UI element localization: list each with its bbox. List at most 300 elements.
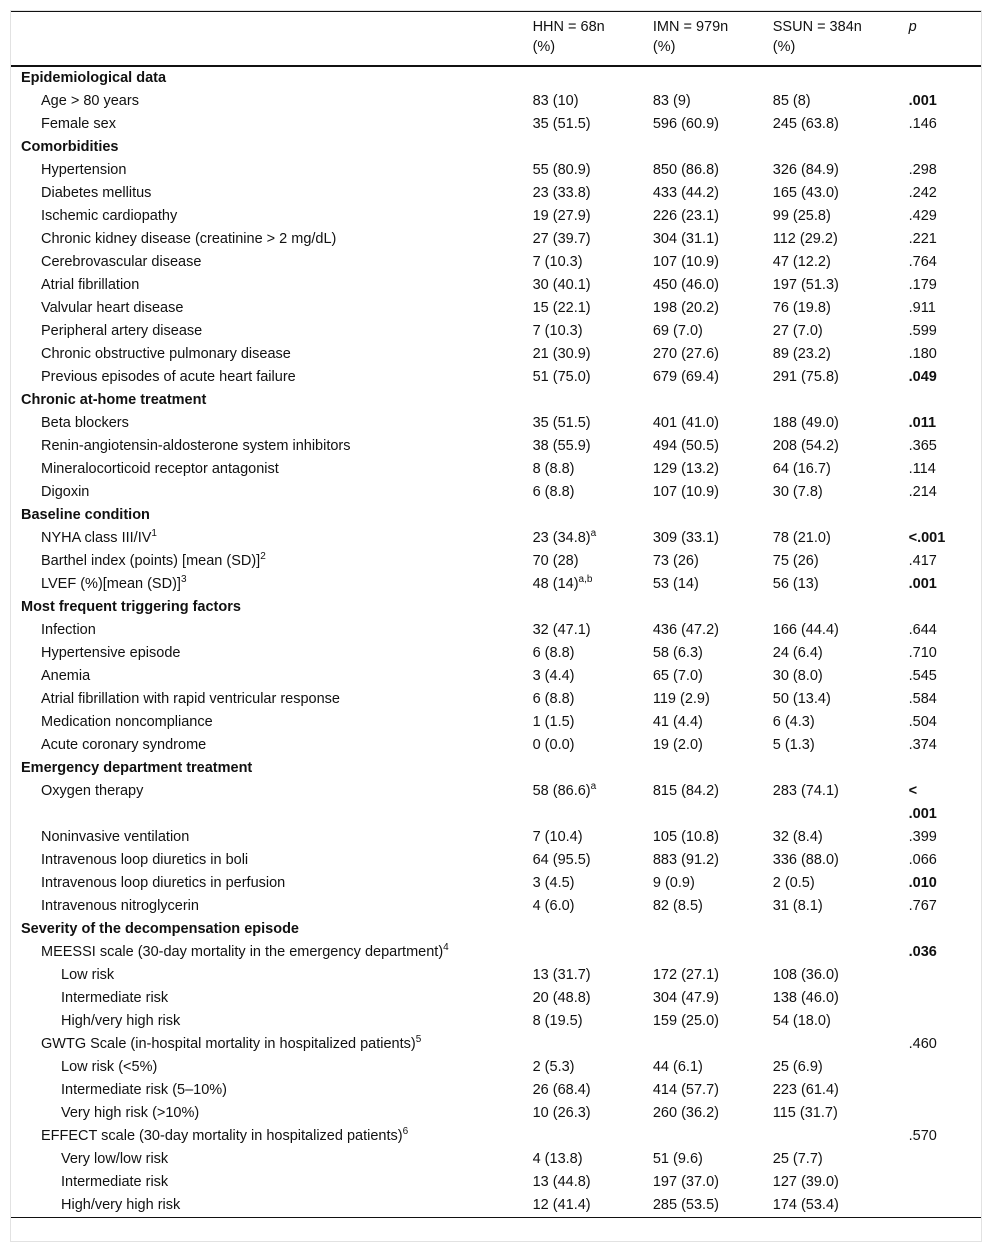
cell-im-text: 850 (86.8): [652, 162, 719, 178]
row-label: [11, 90, 533, 113]
cell-im-text: 494 (50.5): [652, 438, 719, 454]
row-label-text: EFFECT scale (30-day mortality in hospitalized patients): [41, 1128, 403, 1144]
row-label-text: Diabetes mellitus: [41, 185, 152, 201]
cell-im-text: 450 (46.0): [652, 277, 719, 293]
table-row: [11, 550, 981, 573]
row-label: [11, 895, 533, 918]
cell-p-text: .221: [908, 231, 937, 247]
cell-ssu: [773, 297, 909, 320]
cell-hh-text: 8 (19.5): [532, 1013, 583, 1029]
cell-hh-text: 55 (80.9): [532, 162, 591, 178]
cell-ssu: [773, 481, 909, 504]
row-label: [11, 596, 533, 619]
cell-im-text: 197 (37.0): [652, 1174, 719, 1190]
table-row: [11, 895, 981, 918]
cell-p: [909, 251, 981, 274]
cell-ssu-text: 2 (0.5): [772, 875, 815, 891]
cell-im: [653, 297, 773, 320]
cell-ssu: [773, 1079, 909, 1102]
empty-cell: [653, 504, 773, 527]
row-label-text: Medication noncompliance: [41, 714, 213, 730]
cell-im: [653, 435, 773, 458]
cell-ssu-text: 115 (31.7): [772, 1105, 838, 1121]
cell-p: [909, 826, 981, 849]
cell-im-text: 401 (41.0): [652, 415, 719, 431]
cell-ssu-text: 291 (75.8): [772, 369, 839, 385]
row-label: [11, 228, 533, 251]
row-label-footnote: 2: [260, 551, 266, 563]
cell-im: [653, 780, 773, 826]
cell-ssu-text: 326 (84.9): [772, 162, 839, 178]
row-label-text: Infection: [41, 622, 96, 638]
cell-p: [909, 435, 981, 458]
row-label-text: Anemia: [41, 668, 91, 684]
empty-cell: [653, 757, 773, 780]
cell-p: [909, 1148, 981, 1171]
row-label-text: Intravenous nitroglycerin: [41, 898, 199, 914]
cell-im: [653, 665, 773, 688]
table-row: [11, 320, 981, 343]
row-label-text: Chronic obstructive pulmonary disease: [41, 346, 291, 362]
cell-ssu: [773, 1056, 909, 1079]
row-label: [11, 274, 533, 297]
empty-cell: [773, 504, 909, 527]
row-label: [11, 987, 533, 1010]
cell-p: [909, 941, 981, 964]
cell-ssu: [773, 964, 909, 987]
cell-hh: [533, 1171, 653, 1194]
cell-hh-text: 64 (95.5): [532, 852, 591, 868]
cell-hh: [533, 1148, 653, 1171]
row-label-footnote: 5: [415, 1034, 422, 1046]
header-row: [11, 12, 981, 67]
cell-hh-text: 35 (51.5): [532, 415, 591, 431]
cell-ssu: [773, 320, 909, 343]
empty-cell: [533, 136, 653, 159]
empty-cell: [773, 389, 909, 412]
cell-hh: [533, 895, 653, 918]
cell-hh: [533, 182, 653, 205]
section-row: [11, 757, 981, 780]
row-label-text: Very high risk (>10%): [61, 1105, 200, 1121]
cell-ssu-text: 108 (36.0): [772, 967, 839, 983]
table-body: [11, 66, 981, 1218]
row-label-text: Renin-angiotensin-aldosterone system inhibitors: [41, 438, 351, 454]
cell-p-text: .011: [908, 415, 937, 431]
cell-ssu-text: 47 (12.2): [772, 254, 831, 270]
table-row: [11, 826, 981, 849]
cell-hh: [533, 1056, 653, 1079]
row-label-text: Barthel index (points) [mean (SD)]: [41, 553, 261, 569]
cell-im: [653, 527, 773, 550]
cell-hh-text: 35 (51.5): [532, 116, 591, 132]
row-label-text: Ischemic cardiopathy: [41, 208, 178, 224]
cell-hh-text: 51 (75.0): [532, 369, 591, 385]
table-row: [11, 1148, 981, 1171]
header-im: IMN = 979n (%): [652, 19, 729, 55]
cell-hh: [533, 688, 653, 711]
table-row: [11, 711, 981, 734]
cell-hh: [533, 619, 653, 642]
cell-p-text: .066: [908, 852, 937, 868]
cell-ssu: [773, 872, 909, 895]
cell-im-text: 83 (9): [652, 93, 691, 109]
cell-ssu-text: 165 (43.0): [772, 185, 839, 201]
cell-p: [909, 159, 981, 182]
row-label: [11, 619, 533, 642]
cell-im-text: 285 (53.5): [652, 1197, 719, 1213]
cell-p: [909, 895, 981, 918]
cell-hh: [533, 1033, 653, 1056]
cell-hh-text: 83 (10): [532, 93, 579, 109]
row-label-text: Female sex: [41, 116, 116, 132]
empty-cell: [773, 66, 909, 90]
row-label: [11, 1148, 533, 1171]
row-label-text: LVEF (%)[mean (SD)]: [41, 576, 181, 592]
cell-ssu: [773, 1171, 909, 1194]
row-label-text: Chronic at-home treatment: [21, 392, 207, 408]
cell-ssu-text: 188 (49.0): [772, 415, 839, 431]
cell-hh-text: 10 (26.3): [532, 1105, 591, 1121]
empty-cell: [773, 596, 909, 619]
row-label: [11, 527, 533, 550]
row-label-text: Emergency department treatment: [21, 760, 253, 776]
cell-hh: [533, 711, 653, 734]
cell-p: [909, 964, 981, 987]
empty-cell: [653, 596, 773, 619]
cell-hh: [533, 366, 653, 389]
cell-p: [909, 481, 981, 504]
cell-im-text: 58 (6.3): [652, 645, 703, 661]
cell-p-text: .399: [908, 829, 937, 845]
cell-ssu-text: 31 (8.1): [772, 898, 823, 914]
cell-im-text: 69 (7.0): [652, 323, 703, 339]
cell-hh: [533, 987, 653, 1010]
cell-ssu-text: 127 (39.0): [772, 1174, 839, 1190]
row-label: [11, 550, 533, 573]
cell-p: [909, 366, 981, 389]
table-row: [11, 849, 981, 872]
cell-hh-text: 30 (40.1): [532, 277, 591, 293]
table-row: [11, 1079, 981, 1102]
cell-p-text: .599: [908, 323, 937, 339]
empty-cell: [773, 757, 909, 780]
cell-im-text: 107 (10.9): [652, 484, 719, 500]
cell-p-text: .001: [908, 576, 937, 592]
cell-hh: [533, 1125, 653, 1148]
cell-hh: [533, 527, 653, 550]
row-label-text: MEESSI scale (30-day mortality in the emergency department): [41, 944, 444, 960]
empty-cell: [653, 66, 773, 90]
cell-p-text: .710: [908, 645, 937, 661]
cell-hh: [533, 780, 653, 826]
cell-p-text: < .001: [908, 783, 937, 822]
row-label-text: Atrial fibrillation: [41, 277, 140, 293]
table-row: [11, 688, 981, 711]
cell-ssu: [773, 780, 909, 826]
cell-hh-text: 7 (10.4): [532, 829, 583, 845]
row-label-text: Noninvasive ventilation: [41, 829, 190, 845]
cell-ssu: [773, 435, 909, 458]
cell-p-text: .429: [908, 208, 937, 224]
row-label-footnote: 4: [443, 942, 449, 954]
cell-hh-text: 48 (14): [532, 576, 579, 592]
row-label-text: Hypertensive episode: [41, 645, 181, 661]
cell-hh: [533, 251, 653, 274]
cell-ssu-text: 336 (88.0): [772, 852, 839, 868]
cell-ssu: [773, 826, 909, 849]
cell-p: [909, 412, 981, 435]
cell-p: [909, 688, 981, 711]
cell-im: [653, 1148, 773, 1171]
cell-im: [653, 642, 773, 665]
cell-im: [653, 895, 773, 918]
cell-p: [909, 1102, 981, 1125]
cell-im: [653, 113, 773, 136]
row-label: [11, 688, 533, 711]
cell-im-text: 65 (7.0): [652, 668, 703, 684]
cell-ssu-text: 166 (44.4): [772, 622, 839, 638]
cell-im-text: 44 (6.1): [652, 1059, 703, 1075]
cell-p: [909, 1194, 981, 1218]
cell-ssu: [773, 1010, 909, 1033]
cell-hh-text: 1 (1.5): [532, 714, 575, 730]
row-label-text: Intravenous loop diuretics in perfusion: [41, 875, 286, 891]
table-row: [11, 90, 981, 113]
cell-ssu-text: 112 (29.2): [772, 231, 838, 247]
cell-ssu: [773, 159, 909, 182]
cell-hh-text: 6 (8.8): [532, 691, 575, 707]
cell-hh: [533, 320, 653, 343]
cell-p-text: .001: [908, 93, 937, 109]
cell-im-text: 9 (0.9): [652, 875, 695, 891]
table-row: [11, 1171, 981, 1194]
cell-p: [909, 1056, 981, 1079]
cell-ssu: [773, 849, 909, 872]
row-label: [11, 366, 533, 389]
cell-ssu: [773, 642, 909, 665]
cell-hh-text: 4 (6.0): [532, 898, 575, 914]
cell-im-text: 260 (36.2): [652, 1105, 719, 1121]
table-row: [11, 343, 981, 366]
row-label-footnote: 6: [402, 1126, 409, 1138]
cell-p-text: .214: [908, 484, 937, 500]
row-label: [11, 343, 533, 366]
cell-im: [653, 228, 773, 251]
empty-cell: [909, 757, 981, 780]
row-label-text: Beta blockers: [41, 415, 129, 431]
table-row: [11, 964, 981, 987]
cell-hh: [533, 274, 653, 297]
row-label: [11, 182, 533, 205]
table-row: [11, 642, 981, 665]
cell-hh: [533, 90, 653, 113]
cell-hh: [533, 1194, 653, 1218]
cell-im: [653, 481, 773, 504]
cell-ssu: [773, 734, 909, 757]
cell-im: [653, 182, 773, 205]
row-label: [11, 504, 533, 527]
cell-hh: [533, 964, 653, 987]
cell-im: [653, 412, 773, 435]
cell-ssu-text: 24 (6.4): [772, 645, 823, 661]
cell-hh: [533, 734, 653, 757]
cell-im-text: 82 (8.5): [652, 898, 703, 914]
cell-im-text: 226 (23.1): [652, 208, 719, 224]
cell-im: [653, 1056, 773, 1079]
row-label: [11, 826, 533, 849]
row-label-text: Intermediate risk: [61, 1174, 169, 1190]
cell-ssu: [773, 1194, 909, 1218]
row-label-text: Hypertension: [41, 162, 127, 178]
cell-hh: [533, 435, 653, 458]
section-row: [11, 596, 981, 619]
row-label-text: Intermediate risk: [61, 990, 169, 1006]
cell-im-text: 270 (27.6): [652, 346, 719, 362]
cell-ssu-text: 5 (1.3): [772, 737, 815, 753]
row-label: [11, 918, 533, 941]
empty-cell: [533, 66, 653, 90]
cell-ssu-text: 54 (18.0): [772, 1013, 831, 1029]
cell-hh: [533, 642, 653, 665]
cell-ssu: [773, 274, 909, 297]
row-label: [11, 1125, 533, 1148]
cell-p-text: .114: [908, 461, 936, 477]
cell-hh-text: 7 (10.3): [532, 323, 583, 339]
row-label: [11, 1010, 533, 1033]
row-label-footnote: 1: [151, 528, 157, 540]
cell-hh: [533, 872, 653, 895]
cell-im: [653, 734, 773, 757]
cell-hh-text: 20 (48.8): [532, 990, 591, 1006]
cell-ssu: [773, 1148, 909, 1171]
row-label-text: Chronic kidney disease (creatinine > 2 mg/dL): [41, 231, 337, 247]
cell-p: [909, 619, 981, 642]
row-label: [11, 642, 533, 665]
table-row: [11, 941, 981, 964]
row-label: [11, 1194, 533, 1218]
cell-ssu-text: 25 (7.7): [772, 1151, 823, 1167]
row-label-footnote: 3: [180, 574, 187, 586]
table-row: [11, 182, 981, 205]
empty-cell: [533, 757, 653, 780]
row-label: [11, 113, 533, 136]
table-row: [11, 1010, 981, 1033]
empty-cell: [533, 504, 653, 527]
row-label: [11, 205, 533, 228]
row-label: [11, 458, 533, 481]
cell-hh-text: 58 (86.6): [532, 783, 591, 799]
cell-im-text: 883 (91.2): [652, 852, 719, 868]
cell-ssu-text: 223 (61.4): [772, 1082, 839, 1098]
table-row: [11, 435, 981, 458]
cell-p-text: .767: [908, 898, 937, 914]
cell-im: [653, 1125, 773, 1148]
cell-ssu-text: 56 (13): [772, 576, 819, 592]
cell-im-text: 129 (13.2): [652, 461, 719, 477]
header-variable: [11, 12, 533, 67]
cell-ssu: [773, 619, 909, 642]
cell-im-text: 41 (4.4): [652, 714, 703, 730]
row-label: [11, 665, 533, 688]
cell-im: [653, 458, 773, 481]
header-ssu: SSUN = 384n (%): [772, 19, 862, 55]
cell-p-text: .504: [908, 714, 937, 730]
cell-im-text: 596 (60.9): [652, 116, 719, 132]
cell-ssu-text: 85 (8): [772, 93, 811, 109]
cell-hh-text: 3 (4.4): [532, 668, 575, 684]
cell-hh-footnote: a: [590, 528, 597, 540]
table-row: [11, 1056, 981, 1079]
row-label: [11, 573, 533, 596]
row-label-text: Baseline condition: [21, 507, 150, 523]
cell-im-text: 51 (9.6): [652, 1151, 703, 1167]
table-row: [11, 412, 981, 435]
row-label-text: Digoxin: [41, 484, 90, 500]
cell-hh: [533, 113, 653, 136]
row-label: [11, 389, 533, 412]
row-label-text: NYHA class III/IV: [41, 530, 152, 546]
table-row: [11, 159, 981, 182]
cell-ssu: [773, 895, 909, 918]
row-label-text: Severity of the decompensation episode: [21, 921, 299, 937]
row-label: [11, 136, 533, 159]
cell-ssu-text: 89 (23.2): [772, 346, 831, 362]
cell-im-text: 119 (2.9): [652, 691, 710, 707]
cell-ssu: [773, 458, 909, 481]
cell-p-text: .365: [908, 438, 937, 454]
cell-im: [653, 320, 773, 343]
cell-p: [909, 780, 981, 826]
cell-hh-text: 13 (31.7): [532, 967, 591, 983]
cell-im: [653, 987, 773, 1010]
cell-im: [653, 826, 773, 849]
cell-ssu-text: 208 (54.2): [772, 438, 839, 454]
cell-p: [909, 642, 981, 665]
cell-ssu: [773, 527, 909, 550]
cell-ssu: [773, 412, 909, 435]
row-label-text: Mineralocorticoid receptor antagonist: [41, 461, 279, 477]
cell-im-text: 414 (57.7): [652, 1082, 719, 1098]
empty-cell: [653, 918, 773, 941]
table-row: [11, 1033, 981, 1056]
table-row: [11, 987, 981, 1010]
table-row: [11, 228, 981, 251]
cell-ssu-text: 30 (8.0): [772, 668, 823, 684]
cell-ssu-text: 6 (4.3): [772, 714, 815, 730]
cell-hh-text: 23 (34.8): [532, 530, 591, 546]
cell-hh: [533, 412, 653, 435]
row-label-text: Previous episodes of acute heart failure: [41, 369, 296, 385]
section-row: [11, 389, 981, 412]
cell-ssu-text: 76 (19.8): [772, 300, 831, 316]
cell-hh: [533, 481, 653, 504]
row-label-text: Most frequent triggering factors: [21, 599, 241, 615]
cell-ssu: [773, 113, 909, 136]
cell-ssu: [773, 573, 909, 596]
row-label: [11, 941, 533, 964]
cell-ssu-text: 30 (7.8): [772, 484, 823, 500]
cell-ssu: [773, 343, 909, 366]
table-row: [11, 872, 981, 895]
cell-ssu: [773, 205, 909, 228]
cell-hh-footnote: a: [590, 781, 597, 793]
cell-hh-text: 27 (39.7): [532, 231, 591, 247]
cell-p: [909, 665, 981, 688]
cell-ssu: [773, 550, 909, 573]
cell-ssu: [773, 366, 909, 389]
cell-p: [909, 458, 981, 481]
